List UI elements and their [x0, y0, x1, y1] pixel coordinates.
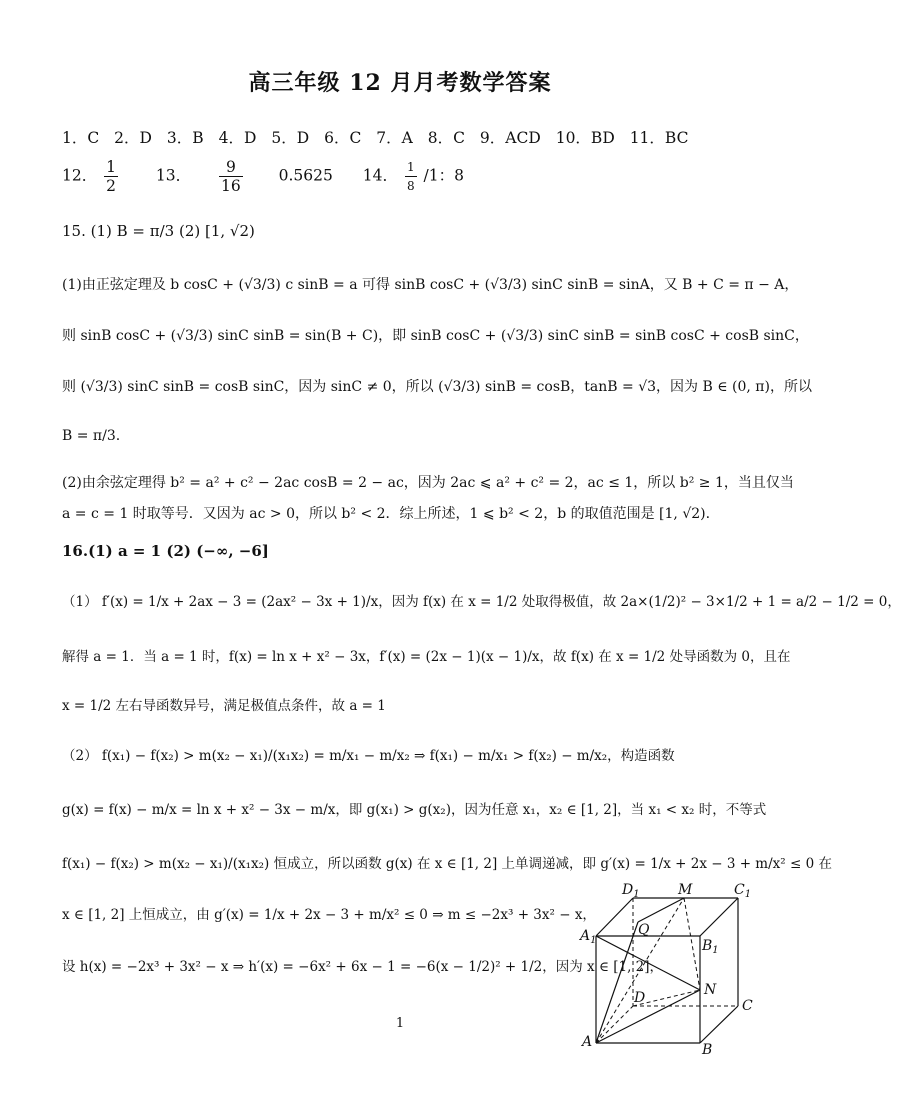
q15-line-5: (2)由余弦定理得 b² = a² + c² − 2ac cosB = 2 − ac，因为 2ac ⩽ a² + c² = 2，ac ≤ 1，所以 b² ≥ 1，当且仅当 [62, 475, 794, 491]
cube-figure [578, 878, 778, 1058]
line-a1-n [596, 936, 700, 990]
q14-label: 14． [362, 166, 398, 185]
q12-numerator: 1 [106, 158, 117, 176]
q13-fraction [219, 158, 243, 195]
page-number: 1 [395, 1016, 405, 1031]
label-m: M [678, 882, 693, 898]
label-c: C [742, 998, 753, 1014]
q13-label: 13． [155, 166, 192, 185]
edge-a1-d1 [596, 898, 633, 936]
answer-9: 9．ACD [479, 129, 541, 147]
q15-line-3: 则 (√3/3) sinC sinB = cosB sinC，因为 sinC ≠ 0，所以 (√3/3) sinB = cosB，tanB = √3，因为 B ∈ (0, π)，所以 [62, 379, 812, 395]
page-title: 高三年级 12 月月考数学答案 [248, 70, 552, 96]
q12-label: 12． [62, 166, 98, 185]
answer-4: 4．D [218, 129, 257, 147]
q15-line-1: (1)由正弦定理及 b cosC + (√3/3) c sinB = a 可得 sinB cosC + (√3/3) sinC sinB = sinA，又 B + C = π − A， [62, 277, 799, 293]
q15-line-6: a = c = 1 时取等号．又因为 ac > 0，所以 b² < 2．综上所述，1 ⩽ b² < 2，b 的取值范围是 [1, √2). [62, 506, 711, 522]
answer-11: 11．BC [629, 129, 689, 147]
q13-numerator: 9 [219, 158, 243, 177]
label-c1: $C_1$ [734, 882, 752, 900]
q12-denominator: 2 [106, 177, 117, 195]
label-q: Q [638, 922, 650, 938]
q16-line-5: g(x) = f(x) − m/x = ln x + x² − 3x − m/x，即 g(x₁) > g(x₂)，因为任意 x₁，x₂ ∈ [1, 2]，当 x₁ < x₂ 时，不等式 [62, 802, 767, 818]
label-a: A [582, 1034, 593, 1050]
answer-8: 8．C [427, 129, 465, 147]
q15-line-2: 则 sinB cosC + (√3/3) sinC sinB = sin(B + C)，即 sinB cosC + (√3/3) sinC sinB = sinB cosC + cosB sinC， [62, 328, 809, 344]
q14-denominator: 8 [406, 179, 415, 193]
label-a1: $A_1$ [580, 928, 597, 946]
q16-line-3: x = 1/2 左右导函数异号，满足极值点条件，故 a = 1 [62, 698, 386, 714]
answer-5: 5．D [271, 129, 310, 147]
q12-fraction [104, 158, 118, 195]
hidden-line-m-n [684, 898, 700, 990]
label-b: B [702, 1042, 713, 1058]
q16-line-8: 设 h(x) = −2x³ + 3x² − x ⇒ h′(x) = −6x² + 6x − 1 = −6(x − 1/2)² + 1/2，因为 x ∈ [1, 2]， [62, 959, 664, 975]
label-d1: $D_1$ [622, 882, 640, 900]
q16-line-4: （2） f(x₁) − f(x₂) > m(x₂ − x₁)/(x₁x₂) = m/x₁ − m/x₂ ⇒ f(x₁) − m/x₁ > f(x₂) − m/x₂，构造函数 [62, 748, 675, 764]
q15-header: 15. (1) B = π/3 (2) [1, √2) [62, 222, 255, 240]
hidden-edge-a-d [596, 1006, 633, 1043]
answer-10: 10．BD [555, 129, 615, 147]
label-d: D [634, 990, 646, 1006]
answer-1: 1．C [62, 129, 100, 147]
answer-7: 7．A [376, 129, 413, 147]
q13-denominator: 16 [221, 177, 241, 195]
q15-line-4: B = π/3. [62, 428, 121, 444]
q14-ratio: /1：8 [423, 166, 464, 185]
q16-line-7: x ∈ [1, 2] 上恒成立，由 g′(x) = 1/x + 2x − 3 + m/x² ≤ 0 ⇒ m ≤ −2x³ + 3x² − x， [62, 907, 596, 923]
answer-3: 3．B [166, 129, 204, 147]
answer-6: 6．C [324, 129, 362, 147]
q16-line-1: （1） f′(x) = 1/x + 2ax − 3 = (2ax² − 3x + 1)/x，因为 f(x) 在 x = 1/2 处取得极值，故 2a×(1/2)² − 3×1/2 + 1 = a/2 − 1/2 = 0， [62, 594, 901, 610]
q13-decimal: 0.5625 [278, 166, 333, 185]
q14-numerator: 1 [405, 158, 417, 177]
label-n: N [704, 982, 717, 998]
answer-key-row-1 [62, 126, 762, 148]
edge-b-c [700, 1006, 738, 1043]
q16-header: 16.(1) a = 1 (2) (−∞, −6] [62, 542, 269, 560]
edge-b1-c1 [700, 898, 738, 936]
q16-line-2: 解得 a = 1．当 a = 1 时，f(x) = ln x + x² − 3x，f′(x) = (2x − 1)(x − 1)/x，故 f(x) 在 x = 1/2 处导函数为 0，且在 [62, 649, 791, 665]
answer-2: 2．D [114, 129, 152, 147]
answer-key-row-2 [62, 158, 762, 195]
q14-fraction [405, 158, 417, 195]
q16-line-6: f(x₁) − f(x₂) > m(x₂ − x₁)/(x₁x₂) 恒成立，所以函数 g(x) 在 x ∈ [1, 2] 上单调递减，即 g′(x) = 1/x + 2x − 3 + m/x² ≤ 0 在 [62, 856, 832, 872]
label-b1: $B_1$ [702, 938, 719, 956]
